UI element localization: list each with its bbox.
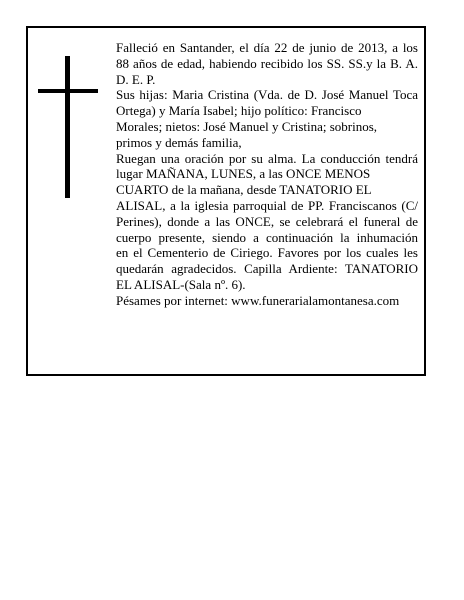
cross-icon (38, 56, 98, 198)
notice-line: Morales; nietos: José Manuel y Cristina; sobrinos, (116, 118, 378, 134)
notice-line: Ruegan una oración por su alma. La conducción tendrá (116, 150, 418, 166)
notice-line: EL ALISAL-(Sala nº. 6). (116, 276, 246, 292)
notice-line: Perines), donde a las ONCE, se celebrará el funeral de (116, 213, 418, 229)
notice-line: CUARTO de la mañana, desde TANATORIO EL (116, 182, 372, 198)
notice-line: 88 años de edad, habiendo recibido los SS. SS.y la B. A. (116, 55, 418, 71)
notice-line: ALISAL, a la iglesia parroquial de PP. Franciscanos (C/ (116, 197, 418, 213)
notice-line: quedarán agradecidos. Capilla Ardiente: TANATORIO (116, 261, 418, 277)
notice-line: lugar MAÑANA, LUNES, a las ONCE MENOS (116, 166, 371, 182)
obituary-text (116, 40, 418, 309)
notice-line: en el Cementerio de Ciriego. Favores por los cuales les (116, 245, 418, 261)
notice-line: Falleció en Santander, el día 22 de junio de 2013, a los (116, 40, 418, 55)
notice-line: D. E. P. (116, 71, 156, 87)
cross-vertical-bar (65, 56, 70, 198)
notice-line: Pésames por internet: www.funerarialamontanesa.com (116, 292, 400, 308)
notice-line: Ortega) y María Isabel; hijo político: Francisco (116, 103, 362, 119)
notice-line: primos y demás familia, (116, 134, 242, 150)
notice-line: cuerpo presente, siendo a continuación la inhumación (116, 229, 418, 245)
obituary-notice-frame (26, 26, 426, 376)
notice-line: Sus hijas: Maria Cristina (Vda. de D. José Manuel Toca (116, 87, 418, 103)
cross-horizontal-bar (38, 89, 98, 93)
